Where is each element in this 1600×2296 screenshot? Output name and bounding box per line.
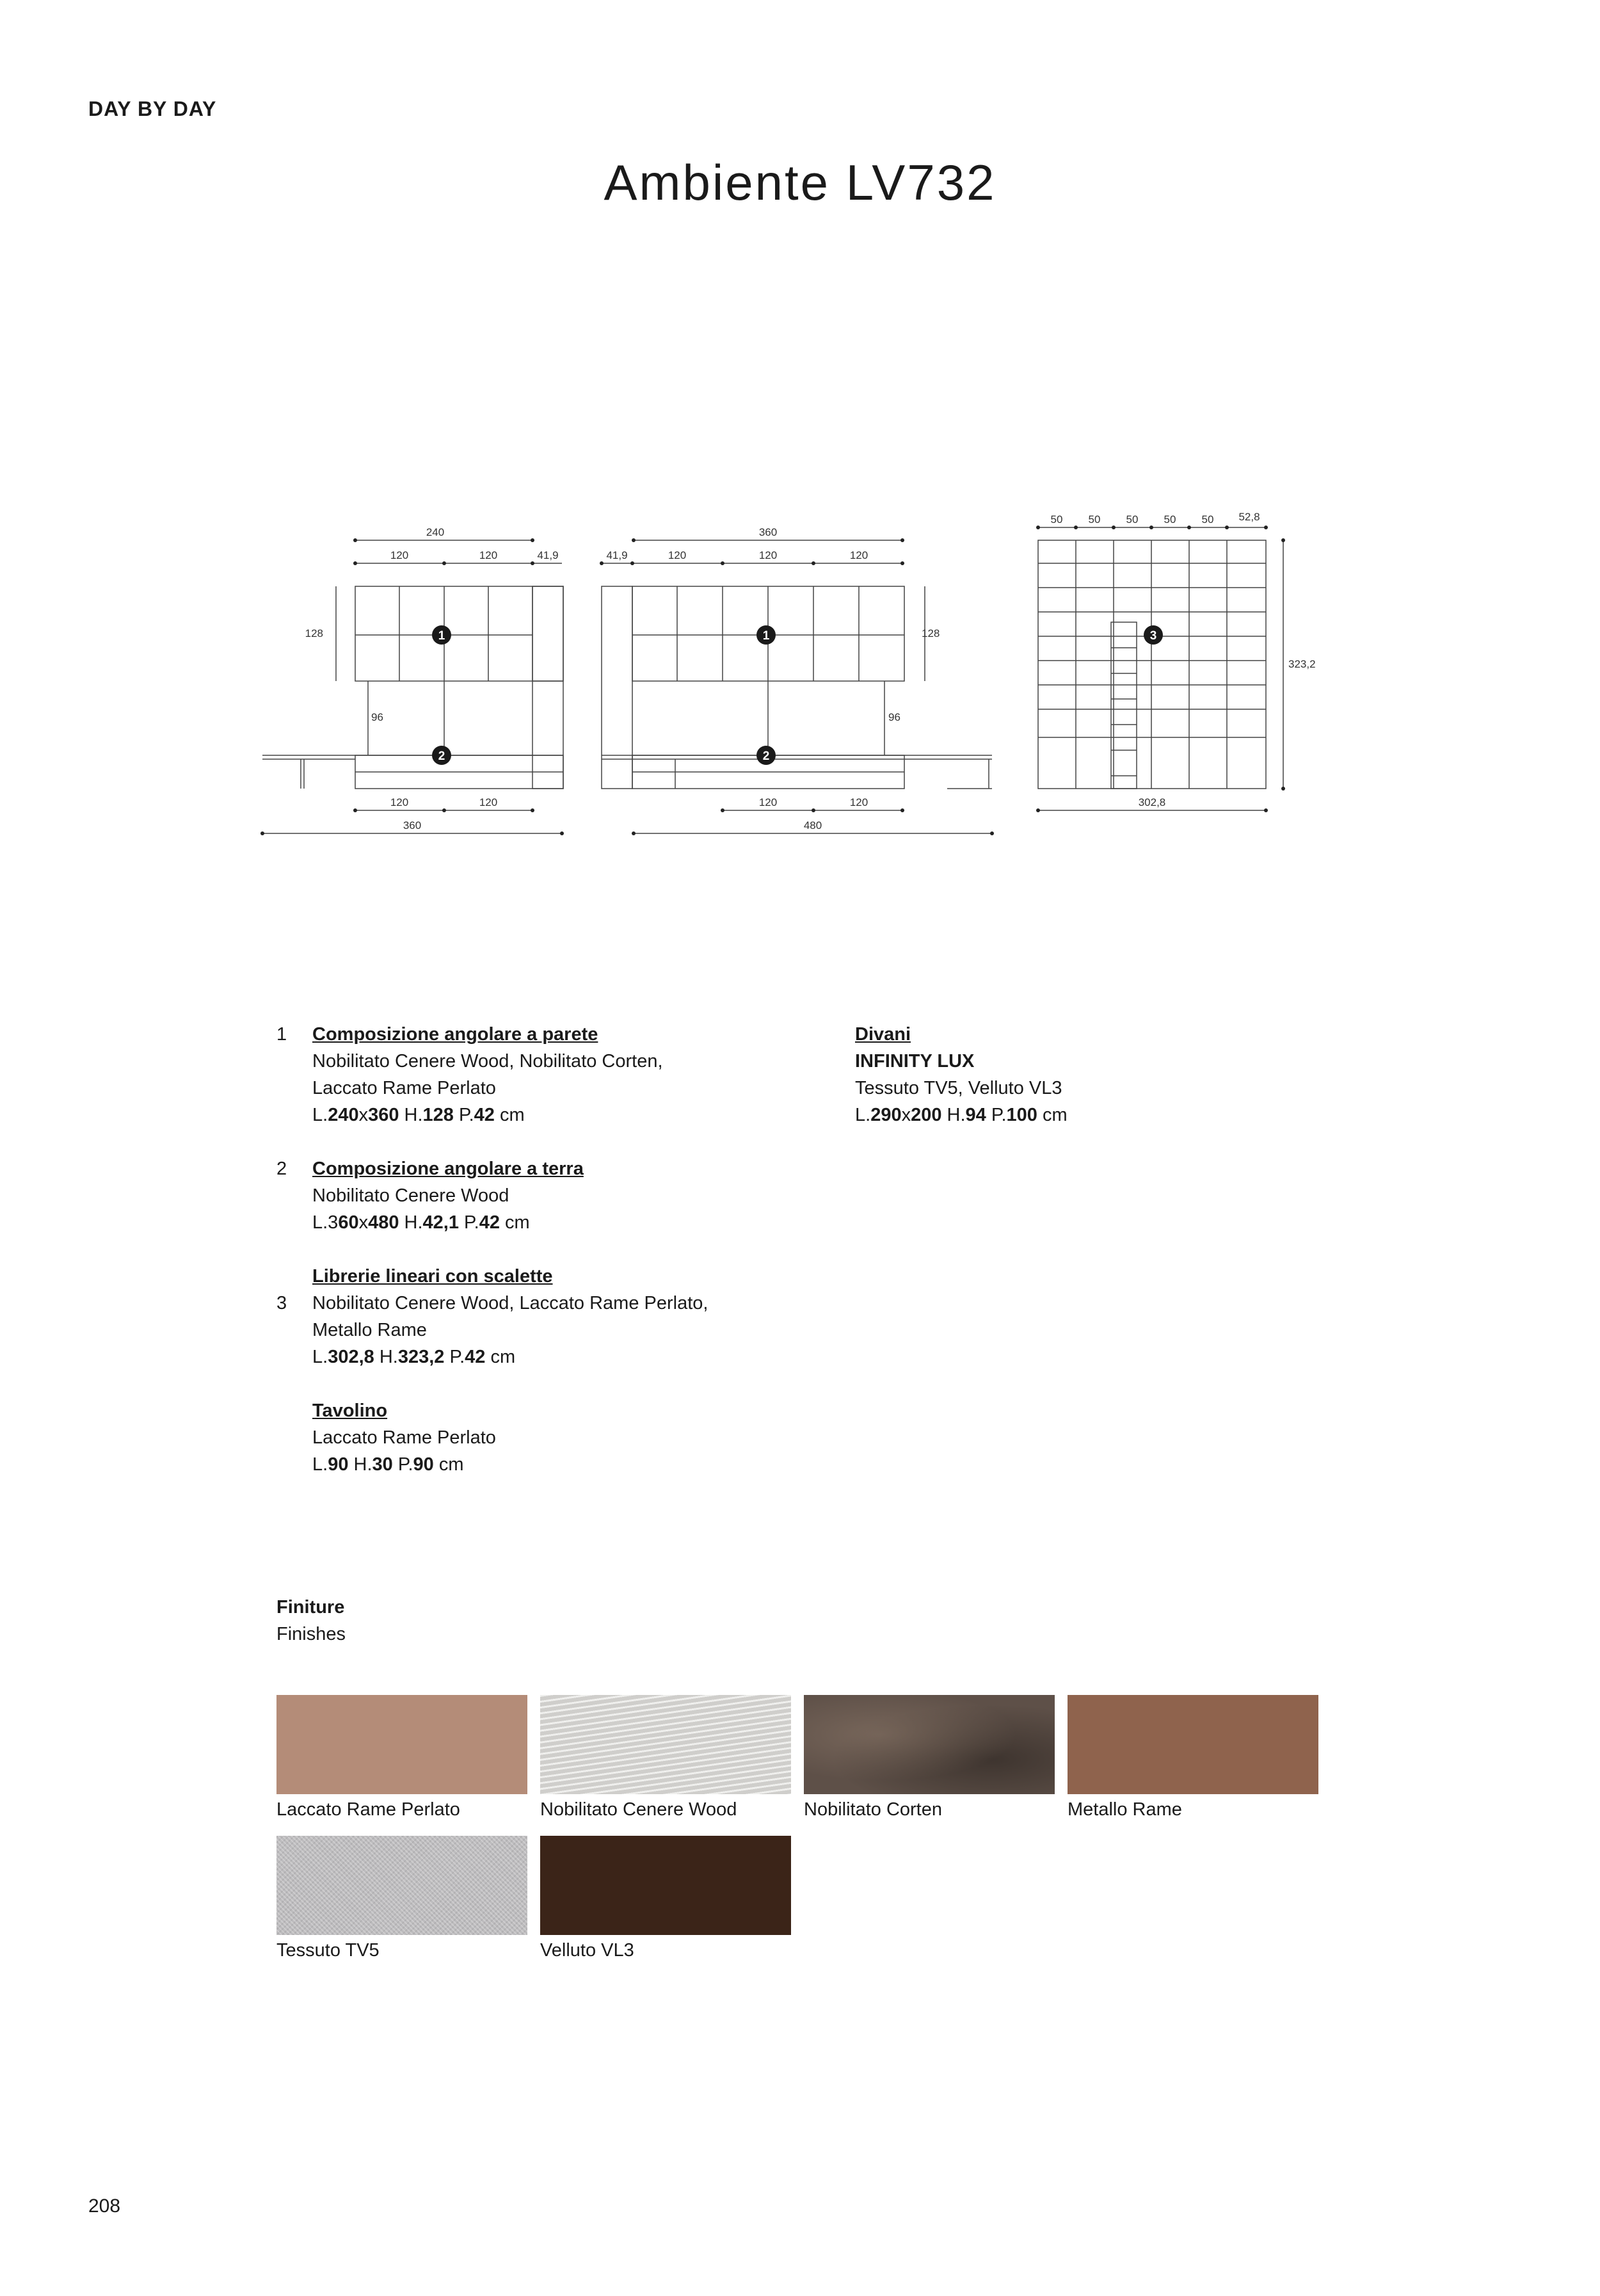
finish-chip <box>540 1836 791 1935</box>
dim-left-bottom-mod: 120 <box>479 796 498 808</box>
finish-chip <box>1068 1695 1318 1794</box>
finish-swatch <box>540 1836 791 1961</box>
badge-2-left <box>432 746 451 765</box>
dim-middle-top-mod: 120 <box>758 549 778 561</box>
dim-right-top-mod: 50 <box>1164 513 1176 526</box>
divani-block <box>855 1021 1068 1128</box>
finishes-subtitle: Finishes <box>276 1624 346 1644</box>
divani-heading: Divani <box>855 1024 911 1045</box>
finish-label: Tessuto TV5 <box>276 1940 380 1961</box>
dim-left-height-gap: 96 <box>371 711 383 723</box>
dim-middle-top-mod: 120 <box>668 549 687 561</box>
dim-middle-bottom-mod: 120 <box>849 796 868 808</box>
finish-chip <box>276 1836 527 1935</box>
spec-title: Composizione angolare a parete <box>312 1024 598 1045</box>
finish-chip <box>804 1695 1055 1794</box>
svg-text:3: 3 <box>1149 629 1157 643</box>
finish-swatch <box>1068 1695 1318 1820</box>
spec-line: Nobilitato Cenere Wood, Nobilitato Corten, <box>312 1051 663 1072</box>
page-title: Ambiente LV732 <box>604 154 996 211</box>
dim-right-top-mod: 50 <box>1201 513 1214 526</box>
divani-fabric: Tessuto TV5, Velluto VL3 <box>855 1078 1062 1098</box>
dim-right-top-mod: 52,8 <box>1238 511 1260 523</box>
spec-line: Laccato Rame Perlato <box>312 1427 496 1448</box>
spec-line: Nobilitato Cenere Wood, Laccato Rame Perlato, <box>312 1293 708 1313</box>
spec-title: Librerie lineari con scalette <box>312 1266 553 1287</box>
spec-dimensions: L.360x480 H.42,1 P.42 cm <box>312 1212 530 1233</box>
spec-dimensions: L.302,8 H.323,2 P.42 cm <box>312 1347 516 1367</box>
dim-left-height-upper: 128 <box>305 627 323 639</box>
dim-middle-top-total: 360 <box>758 526 778 538</box>
svg-text:2: 2 <box>762 750 770 763</box>
badge-1-middle <box>756 625 776 645</box>
svg-text:1: 1 <box>762 629 770 643</box>
spec-number: 2 <box>276 1159 287 1179</box>
divani-dimensions: L.290x200 H.94 P.100 cm <box>855 1105 1068 1125</box>
badge-2-middle <box>756 746 776 765</box>
finishes-title: Finiture <box>276 1597 345 1618</box>
dim-left-top-mod: 120 <box>390 549 409 561</box>
finish-swatch <box>276 1836 527 1961</box>
spec-number: 3 <box>276 1293 287 1313</box>
spec-dimensions: L.240x360 H.128 P.42 cm <box>312 1105 525 1125</box>
dim-middle-side: 41,9 <box>606 549 628 561</box>
finish-label: Laccato Rame Perlato <box>276 1799 460 1820</box>
badge-3-right <box>1144 625 1163 645</box>
dim-right-bottom-total: 302,8 <box>1138 796 1166 808</box>
dim-middle-height-gap: 96 <box>888 711 900 723</box>
spec-line: Nobilitato Cenere Wood <box>312 1185 509 1206</box>
spec-title: Composizione angolare a terra <box>312 1159 584 1179</box>
dim-middle-bottom-total: 480 <box>803 819 822 831</box>
divani-model: INFINITY LUX <box>855 1051 975 1072</box>
dim-right-top-mod: 50 <box>1088 513 1101 526</box>
page-number: 208 <box>88 2196 121 2217</box>
svg-text:1: 1 <box>438 629 445 643</box>
dim-right-top-mod: 50 <box>1126 513 1139 526</box>
finish-label: Nobilitato Cenere Wood <box>540 1799 737 1820</box>
dim-left-side: 41,9 <box>537 549 559 561</box>
dim-left-bottom-total: 360 <box>403 819 422 831</box>
dim-middle-height-upper: 128 <box>922 627 940 639</box>
spec-line: Metallo Rame <box>312 1320 427 1340</box>
dim-right-height: 323,2 <box>1288 658 1316 670</box>
dim-left-top-total: 240 <box>426 526 445 538</box>
finishes-heading <box>276 1594 346 1648</box>
finish-label: Nobilitato Corten <box>804 1799 942 1820</box>
finish-label: Metallo Rame <box>1068 1799 1182 1820</box>
badge-1-left <box>432 625 451 645</box>
spec-number: 1 <box>276 1024 287 1045</box>
finish-chip <box>276 1695 527 1794</box>
finish-swatch <box>276 1695 527 1820</box>
finish-swatch <box>804 1695 1055 1820</box>
dim-middle-bottom-mod: 120 <box>758 796 778 808</box>
dim-left-bottom-mod: 120 <box>390 796 409 808</box>
brand-header: DAY BY DAY <box>88 97 217 120</box>
technical-drawings <box>256 499 1318 858</box>
svg-text:2: 2 <box>438 750 445 763</box>
finish-chip <box>540 1695 791 1794</box>
dim-middle-top-mod: 120 <box>849 549 868 561</box>
spec-title: Tavolino <box>312 1401 388 1421</box>
dim-left-top-mod: 120 <box>479 549 498 561</box>
finish-swatch <box>540 1695 791 1820</box>
spec-dimensions: L.90 H.30 P.90 cm <box>312 1454 464 1475</box>
finish-label: Velluto VL3 <box>540 1940 634 1961</box>
dim-right-top-mod: 50 <box>1050 513 1063 526</box>
spec-line: Laccato Rame Perlato <box>312 1078 496 1098</box>
